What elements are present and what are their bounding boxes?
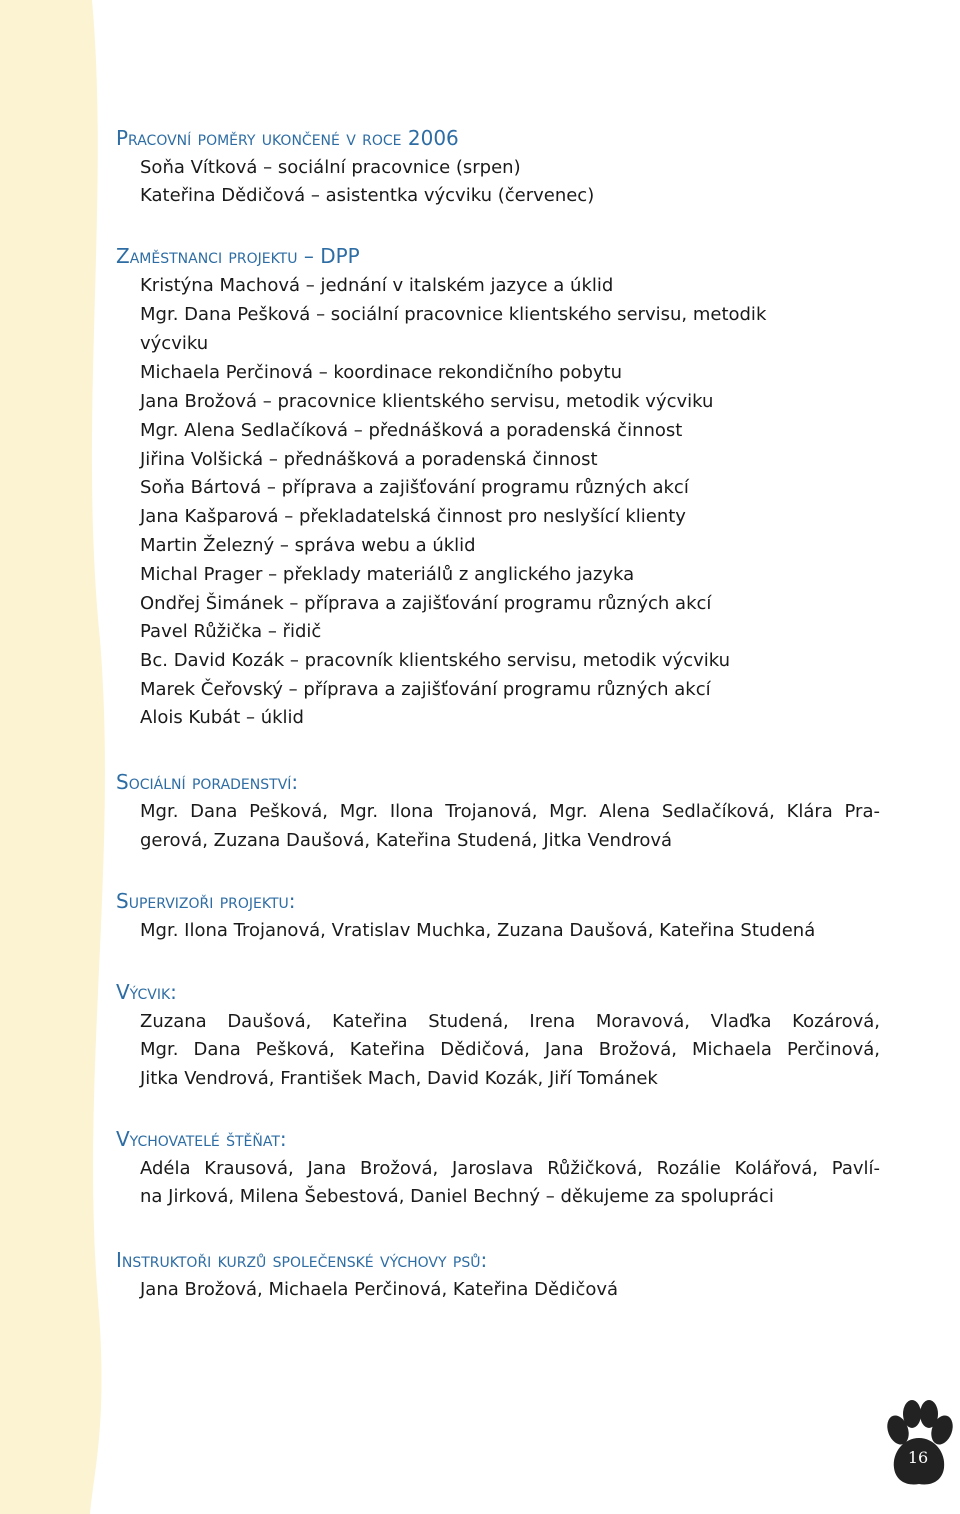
page-edge-band <box>0 0 105 1514</box>
text-line: Martin Železný – správa webu a úklid <box>140 535 476 556</box>
page-edge-decoration <box>0 0 120 1514</box>
text-line: Jitka Vendrová, František Mach, David Kozák, Jiří Tománek <box>140 1068 658 1089</box>
text-line: Marek Čeřovský – příprava a zajišťování programu různých akcí <box>140 679 711 700</box>
text-line: Ondřej Šimánek – příprava a zajišťování programu různých akcí <box>140 593 712 614</box>
text-line: Zuzana Daušová, Kateřina Studená, Irena Moravová, Vlaďka Kozárová, <box>140 1011 880 1032</box>
text-line: Jana Brožová – pracovnice klientského servisu, metodik výcviku <box>140 391 714 412</box>
section-heading-project-employees: Zaměstnanci projektu – DPP <box>116 244 360 268</box>
section-heading-training: Výcvik: <box>116 980 177 1004</box>
paw-toe-mid-left <box>903 1400 921 1428</box>
text-line: Mgr. Alena Sedlačíková – přednášková a poradenská činnost <box>140 420 683 441</box>
text-line: Michaela Perčinová – koordinace rekondičního pobytu <box>140 362 623 383</box>
text-line: Mgr. Dana Pešková, Mgr. Ilona Trojanová, Mgr. Alena Sedlačíková, Klára Pra- <box>140 801 880 822</box>
section-heading-dog-training-instructors: Instruktoři kurzů společenské výchovy psů: <box>116 1248 488 1272</box>
text-line: Jana Kašparová – překladatelská činnost pro neslyšící klienty <box>140 506 686 527</box>
section-heading-puppy-raisers: Vychovatelé štěňat: <box>116 1127 287 1151</box>
text-line: Kristýna Machová – jednání v italském jazyce a úklid <box>140 275 614 296</box>
paw-print-icon <box>884 1400 954 1486</box>
text-line: Adéla Krausová, Jana Brožová, Jaroslava Růžičková, Rozálie Kolářová, Pavlí- <box>140 1158 880 1179</box>
text-line: výcviku <box>140 333 209 354</box>
text-line: Kateřina Dědičová – asistentka výcviku (červenec) <box>140 185 595 206</box>
text-line: Mgr. Ilona Trojanová, Vratislav Muchka, Zuzana Daušová, Kateřina Studená <box>140 920 816 941</box>
text-line: gerová, Zuzana Daušová, Kateřina Studená, Jitka Vendrová <box>140 830 673 851</box>
text-line: Bc. David Kozák – pracovník klientského servisu, metodik výcviku <box>140 650 731 671</box>
text-line: Soňa Vítková – sociální pracovnice (srpen) <box>140 157 521 178</box>
section-heading-project-supervisors: Supervizoři projektu: <box>116 889 296 913</box>
page-number: 16 <box>907 1448 929 1467</box>
text-line: Jana Brožová, Michaela Perčinová, Kateřina Dědičová <box>140 1279 619 1300</box>
text-line: Mgr. Dana Pešková, Kateřina Dědičová, Jana Brožová, Michaela Perčinová, <box>140 1039 880 1060</box>
text-line: Soňa Bártová – příprava a zajišťování programu různých akcí <box>140 477 689 498</box>
text-line: Pavel Růžička – řidič <box>140 621 322 642</box>
text-line: Michal Prager – překlady materiálů z anglického jazyka <box>140 564 635 585</box>
text-line: Alois Kubát – úklid <box>140 707 304 728</box>
text-line: Jiřina Volšická – přednášková a poradenská činnost <box>140 449 598 470</box>
text-line: na Jirková, Milena Šebestová, Daniel Bechný – děkujeme za spolupráci <box>140 1186 774 1207</box>
section-heading-social-counseling: Sociální poradenství: <box>116 770 299 794</box>
section-heading-terminated-employment: Pracovní poměry ukončené v roce 2006 <box>116 126 459 150</box>
text-line: Mgr. Dana Pešková – sociální pracovnice klientského servisu, metodik <box>140 304 767 325</box>
